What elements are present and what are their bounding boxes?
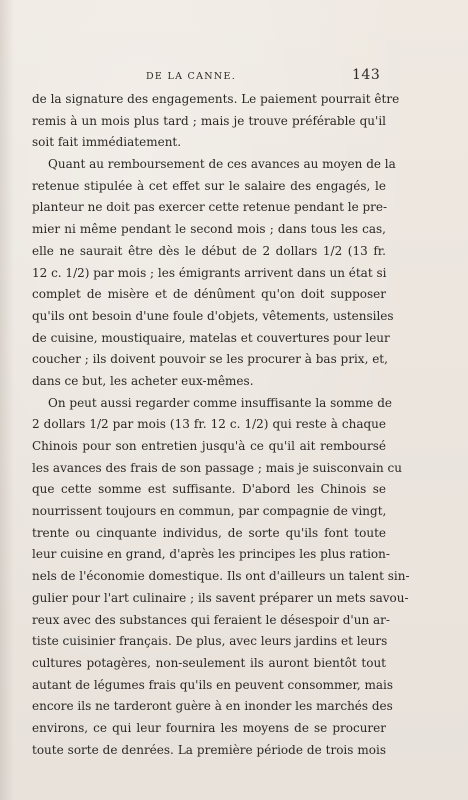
text-line: encore ils ne tarderont guère à en inonder les marchés des (32, 699, 393, 714)
body-text (32, 89, 410, 761)
text-line: leur cuisine en grand, d'après les principes les plus ration- (32, 547, 390, 562)
running-header (0, 69, 468, 85)
text-line: cultures potagères, non-seulement ils auront bientôt tout (32, 655, 386, 670)
text-line: les avances des frais de son passage ; mais je suisconvain cu (32, 460, 403, 475)
text-line: 2 dollars 1/2 par mois (13 fr. 12 c. 1/2) qui reste à chaque (32, 417, 386, 432)
text-line: retenue stipulée à cet effet sur le salaire des engagés, le (32, 178, 386, 193)
text-line: reux avec des substances qui feraient le désespoir d'un ar- (32, 612, 390, 627)
text-line: Quant au remboursement de ces avances au moyen de la (48, 157, 396, 172)
text-line: que cette somme est suffisante. D'abord les Chinois se (32, 482, 386, 497)
text-line: coucher ; ils doivent pouvoir se les procurer à bas prix, et, (32, 352, 388, 367)
text-line: de la signature des engagements. Le paiement pourrait être (32, 92, 400, 106)
text-line: On peut aussi regarder comme insuffisante la somme de (48, 395, 392, 410)
text-line: de cuisine, moustiquaire, matelas et couvertures pour leur (32, 330, 390, 345)
text-line: planteur ne doit pas exercer cette retenue pendant le pre- (32, 200, 388, 215)
text-line: toute sorte de denrées. La première période de trois mois (32, 742, 386, 757)
text-line: tiste cuisinier français. De plus, avec leurs jardins et leurs (32, 634, 388, 649)
text-line: nels de l'économie domestique. Ils ont d'ailleurs un talent sin- (32, 569, 410, 584)
text-line: autant de légumes frais qu'ils en peuvent consommer, mais (32, 677, 394, 692)
text-line: Chinois pour son entretien jusqu'à ce qu'il ait remboursé (32, 439, 386, 453)
spine-shadow (0, 0, 14, 800)
text-line: complet de misère et de dénûment qu'on doit supposer (32, 287, 386, 302)
page-number: 143 (352, 67, 381, 83)
text-line: environs, ce qui leur fournira les moyens de se procurer (32, 720, 386, 735)
text-line: mier ni même pendant le second mois ; dans tous les cas, (32, 222, 386, 237)
text-line: 12 c. 1/2) par mois ; les émigrants arrivent dans un état si (32, 265, 387, 280)
text-line: trente ou cinquante individus, de sorte qu'ils font toute (32, 525, 386, 540)
text-line: elle ne saurait être dès le début de 2 dollars 1/2 (13 fr. (32, 243, 386, 258)
text-line: gulier pour l'art culinaire ; ils savent préparer un mets savou- (32, 590, 409, 605)
text-line: remis à un mois plus tard ; mais je trouve préférable qu'il (32, 113, 386, 128)
text-line: dans ce but, les acheter eux-mêmes. (32, 373, 254, 388)
running-title: DE LA CANNE. (146, 71, 237, 82)
text-line: nourrissent toujours en commun, par compagnie de vingt, (32, 504, 387, 519)
text-line: qu'ils ont besoin d'une foule d'objets, vêtements, ustensiles (32, 308, 394, 323)
text-line: soit fait immédiatement. (32, 135, 182, 150)
